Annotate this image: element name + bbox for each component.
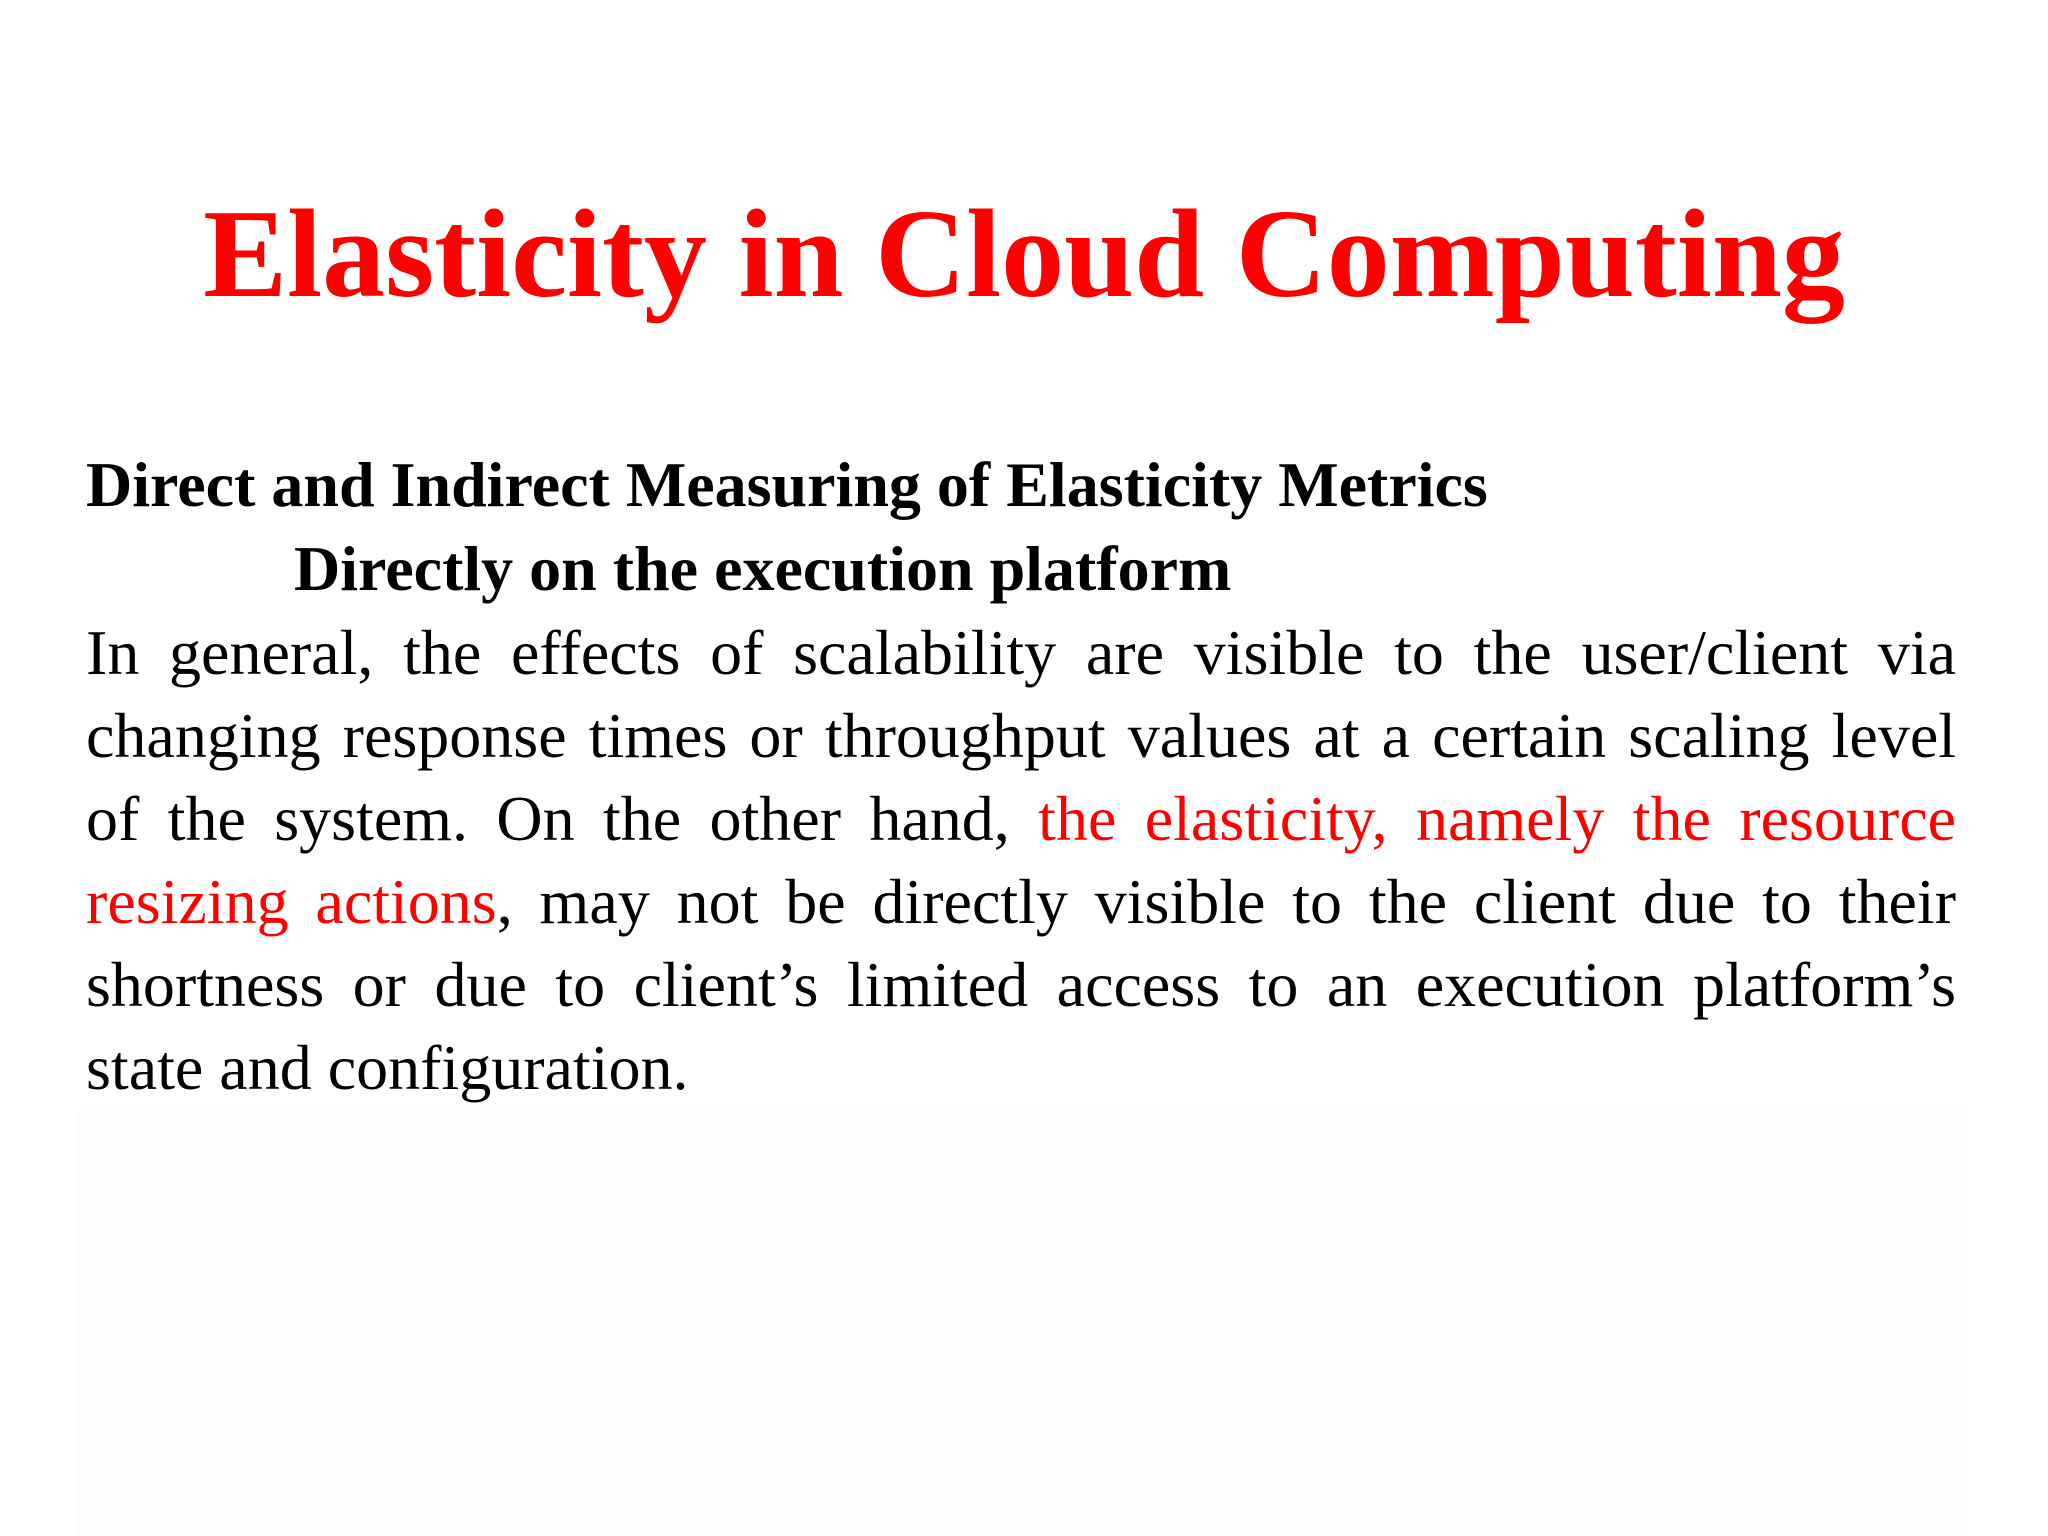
slide-title: Elasticity in Cloud Computing [203,185,1845,324]
section-heading: Direct and Indirect Measuring of Elasticity Metrics [86,449,1488,520]
paragraph-text-start: In general, the effects of scalability are visible to the user/client via changing response times or throughput values at a certain scaling level of the system. On the other hand, [86,617,1956,854]
paragraph-text-end: , may not be directly visible to the client due to their shortness or due to client’s limited access to an execution platform’s state and configuration. [86,866,1957,1103]
background-panel [78,1110,1968,1536]
section-subheading: Directly on the execution platform [294,533,1232,604]
highlighted-phrase: the elasticity, namely the resource resizing actions [86,783,1957,937]
body-paragraph [86,611,1956,1109]
slide-content [86,443,1956,1109]
